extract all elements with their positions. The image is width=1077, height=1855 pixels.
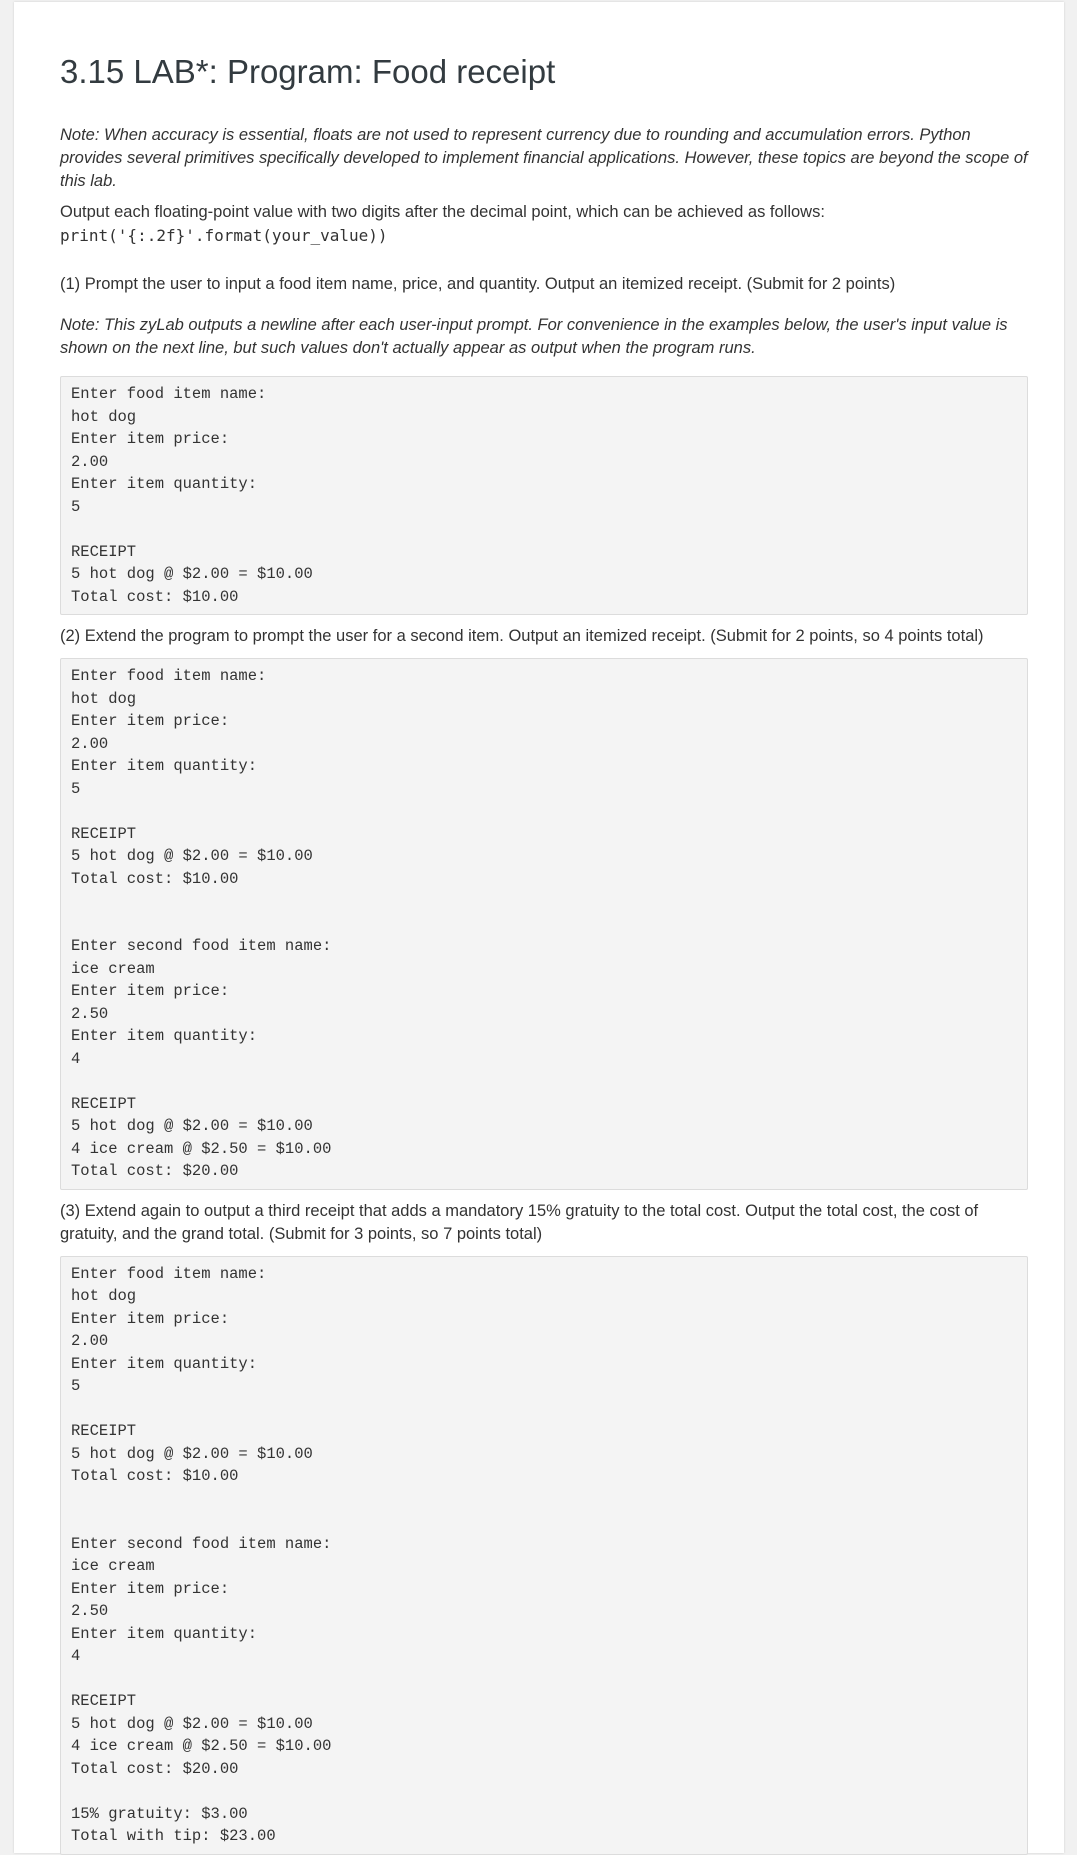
- example-1-console: Enter food item name: hot dog Enter item price: 2.00 Enter item quantity: 5 RECEIPT 5 hot dog @ $2.00 = $10.00 Total cost: $10.00: [60, 376, 1028, 615]
- accuracy-note: Note: When accuracy is essential, floats are not used to represent currency due to rounding and accumulation errors. Python provides several primitives specifically developed to implement financial applications. However, these topics are beyond the scope of this lab.: [60, 126, 1028, 190]
- step-3-instruction: (3) Extend again to output a third receipt that adds a mandatory 15% gratuity to the total cost. Output the total cost, the cost of gratuity, and the grand total. (Submit for 3 points, so 7 points total): [60, 1201, 979, 1243]
- format-code-snippet: print('{:.2f}'.format(your_value)): [60, 226, 388, 245]
- step-2-instruction: (2) Extend the program to prompt the user for a second item. Output an itemized receipt. (Submit for 2 points, so 4 points total): [60, 627, 984, 645]
- output-instruction: Output each floating-point value with two digits after the decimal point, which can be achieved as follows:: [60, 203, 825, 221]
- example-2-console: Enter food item name: hot dog Enter item price: 2.00 Enter item quantity: 5 RECEIPT 5 hot dog @ $2.00 = $10.00 Total cost: $10.00 Enter second food item name: ice cream Enter item price: 2.50 Enter item quantity: 4 RECEIPT 5 hot dog @ $2.00 = $10.00 4 ice cream @ $2.50 = $10.00 Total cost: $20.00: [60, 658, 1028, 1190]
- example-3-console: Enter food item name: hot dog Enter item price: 2.00 Enter item quantity: 5 RECEIPT 5 hot dog @ $2.00 = $10.00 Total cost: $10.00 Enter second food item name: ice cream Enter item price: 2.50 Enter item quantity: 4 RECEIPT 5 hot dog @ $2.00 = $10.00 4 ice cream @ $2.50 = $10.00 Total cost: $20.00 15% gratuity: $3.00 Total with tip: $23.00: [60, 1256, 1028, 1855]
- lab-content: [60, 48, 1028, 1855]
- step-1-instruction: (1) Prompt the user to input a food item name, price, and quantity. Output an itemized receipt. (Submit for 2 points): [60, 275, 896, 293]
- lab-page: [14, 2, 1064, 1853]
- page-title: 3.15 LAB*: Program: Food receipt: [60, 53, 556, 90]
- newline-note: Note: This zyLab outputs a newline after each user-input prompt. For convenience in the examples below, the user's input value is shown on the next line, but such values don't actually appear as output when the program runs.: [60, 316, 1008, 357]
